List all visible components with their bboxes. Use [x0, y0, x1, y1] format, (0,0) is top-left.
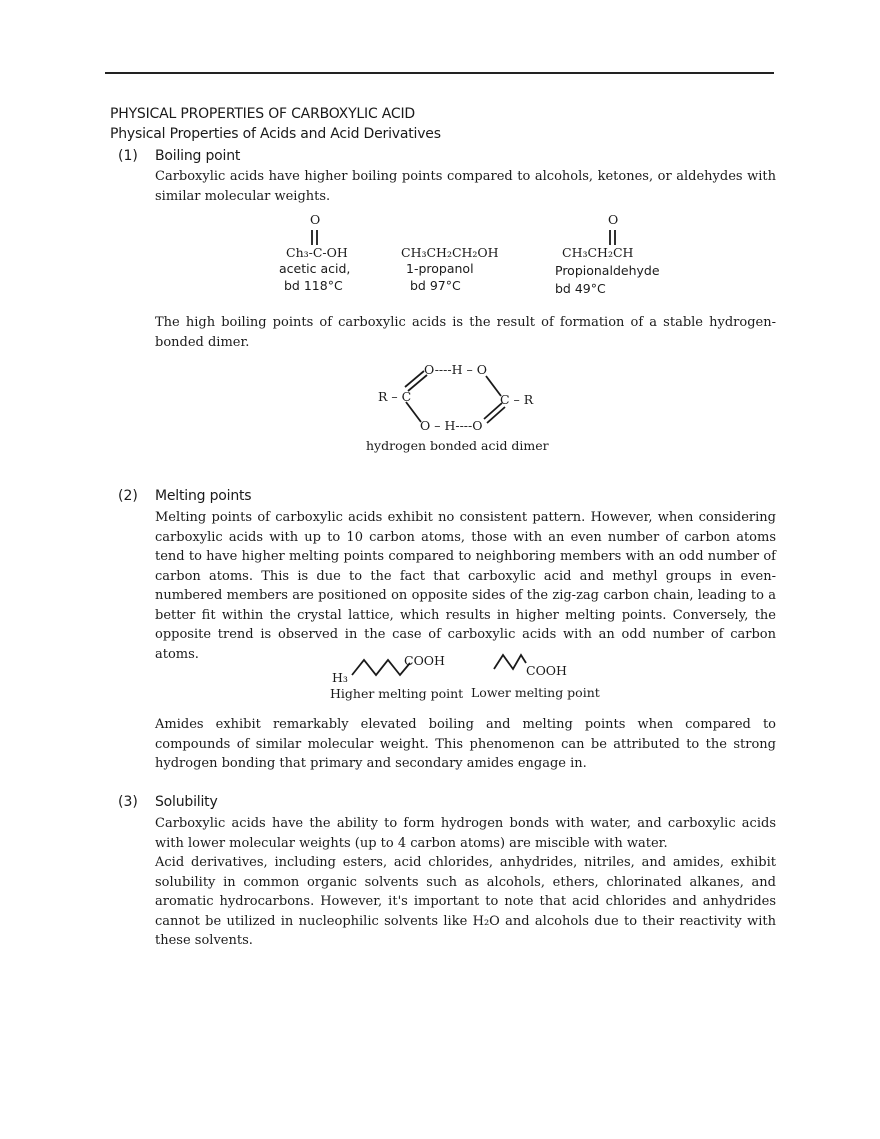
acetic-acid-bp: bd 118°C [284, 278, 343, 293]
solubility-paragraph-2: Acid derivatives, including esters, acid chlorides, anhydrides, nitriles, and amides, exhibit solubility in common organic solvents such as alcohols, ethers, chlorinated alkanes, and aromatic hydrocarbons. However, it's important to note that acid chlorides and anhydrides cannot be utilized in nucleophilic solvents like H₂O and alcohols due to their reactivity with these solvents. [155, 855, 776, 948]
propanal-formula: CH₃CH₂CH [562, 245, 634, 260]
even-chain-cooh: COOH [404, 653, 445, 668]
even-chain-h3: H₃ [332, 670, 348, 685]
acetic-acid-oxygen: O [310, 212, 321, 227]
dimer-right-hydroxyl-bond [486, 376, 501, 396]
acetic-acid-name: acetic acid, [279, 261, 351, 276]
section-number-solubility: (3) [118, 794, 138, 810]
dimer-right-group: C – R [500, 392, 534, 407]
dimer-top-bond: O----H – O [424, 362, 487, 377]
dimer-left-hydroxyl-bond [406, 402, 421, 422]
even-zigzag-chain [352, 660, 410, 675]
propanol-bp: bd 97°C [410, 278, 461, 293]
section-number-melting: (2) [118, 488, 138, 504]
page-subtitle: Physical Properties of Acids and Acid Derivatives [110, 126, 441, 142]
propanol-name: 1-propanol [406, 261, 474, 276]
odd-chain-caption: Lower melting point [471, 685, 600, 700]
dimer-caption: hydrogen bonded acid dimer [366, 438, 549, 453]
odd-chain-cooh: COOH [526, 663, 567, 678]
melting-paragraph-2: Amides exhibit remarkably elevated boiling and melting points when compared to compounds of similar molecular weight. This phenomenon can be attributed to the strong hydrogen bonding that primary and secondary amides engage in. [155, 717, 776, 771]
section-title-melting: Melting points [155, 488, 252, 504]
section-title-solubility: Solubility [155, 794, 218, 810]
odd-zigzag-chain [494, 655, 526, 669]
melting-paragraph-1: Melting points of carboxylic acids exhibit no consistent pattern. However, when considering carboxylic acids with up to 10 carbon atoms, those with an even number of carbon atoms tend to have higher melting points compared to neighboring members with an odd number of carbon atoms. This is due to the fact that carboxylic acid and methyl groups in even-numbered members are positioned on opposite sides of the zig-zag carbon chain, leading to a better fit within the crystal lattice, which results in higher melting points. Conversely, the opposite trend is observed in the case of carboxylic acids with an odd number of carbon atoms. [155, 510, 776, 662]
boiling-paragraph-1: Carboxylic acids have higher boiling points compared to alcohols, ketones, or aldehydes with similar molecular weights. [155, 169, 776, 204]
propanal-oxygen: O [608, 212, 619, 227]
boiling-paragraph-2: The high boiling points of carboxylic acids is the result of formation of a stable hydrogen-bonded dimer. [155, 315, 776, 350]
propanal-bp: bd 49°C [555, 281, 606, 296]
section-title-boiling: Boiling point [155, 148, 241, 164]
dimer-bottom-bond: O – H----O [420, 418, 483, 433]
acetic-acid-formula: Ch₃-C-OH [286, 245, 348, 260]
solubility-paragraph-1: Carboxylic acids have the ability to form hydrogen bonds with water, and carboxylic acids with lower molecular weights (up to 4 carbon atoms) are miscible with water. [155, 816, 776, 851]
even-chain-caption: Higher melting point [330, 686, 464, 701]
page-title: PHYSICAL PROPERTIES OF CARBOXYLIC ACID [110, 106, 415, 122]
section-number-boiling: (1) [118, 148, 138, 164]
propanal-name: Propionaldehyde [555, 263, 660, 278]
dimer-left-group: R – C [378, 389, 412, 404]
propanol-formula: CH₃CH₂CH₂OH [401, 245, 499, 260]
